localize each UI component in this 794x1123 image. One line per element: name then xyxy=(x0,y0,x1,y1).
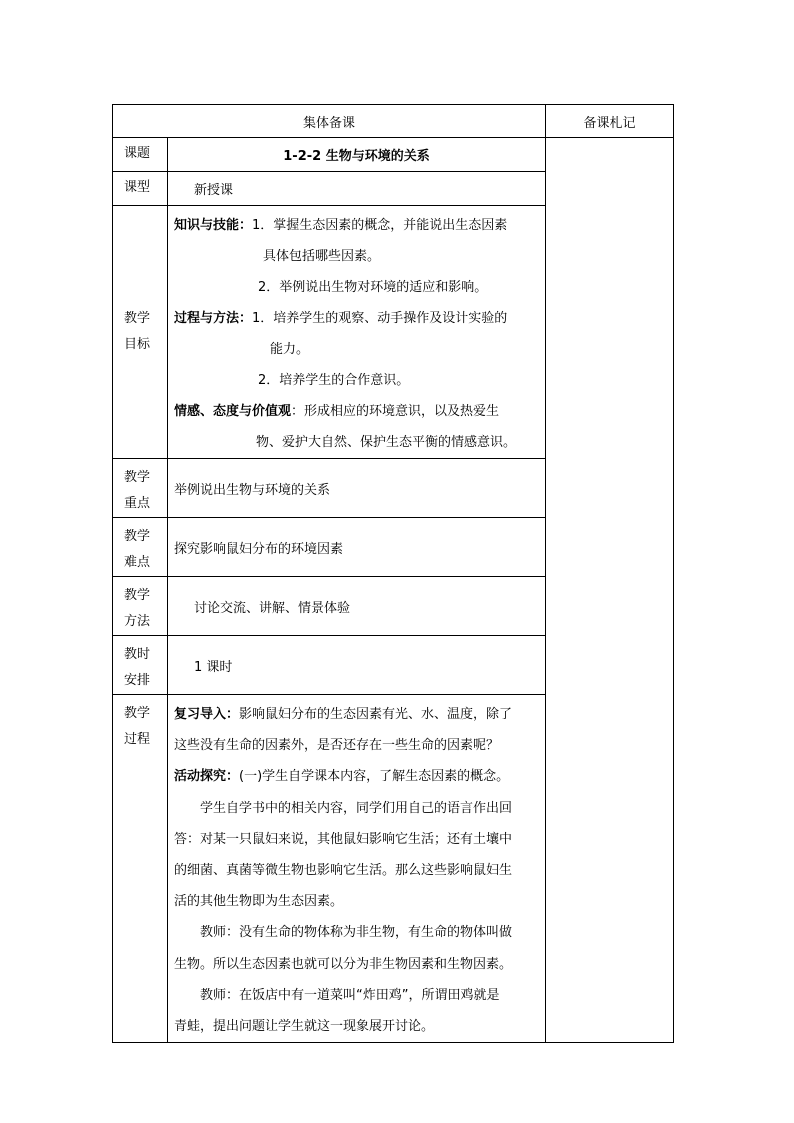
method-label xyxy=(113,577,168,636)
activity-title: 活动探究： xyxy=(174,769,240,785)
p1-b: 答：对某一只鼠妇来说，其他鼠妇影响它生活；还有土壤中 xyxy=(174,831,513,847)
lesson-plan-table xyxy=(112,104,674,1043)
method-value: 讨论交流、讲解、情景体验 xyxy=(168,577,546,636)
difficulty-value: 探究影响鼠妇分布的环境因素 xyxy=(168,518,546,577)
notes-header: 备课札记 xyxy=(546,105,674,138)
type-value: 新授课 xyxy=(168,172,546,206)
key-label-1: 教学 xyxy=(124,470,151,485)
p2-a: 教师：没有生命的物体称为非生物，有生命的物体叫做 xyxy=(200,925,513,941)
process-title: 过程与方法： xyxy=(174,311,253,326)
p2-b: 生物。所以生态因素也就可以分为非生物因素和生物因素。 xyxy=(174,956,513,972)
knowledge-1a: 1．掌握生态因素的概念，并能说出生态因素 xyxy=(252,218,508,233)
emotion-b: 物、爱护大自然、保护生态平衡的情感意识。 xyxy=(256,435,517,450)
p3-a: 教师：在饭店中有一道菜叫“炸田鸡”，所谓田鸡就是 xyxy=(200,987,500,1003)
goals-label-1: 教学 xyxy=(124,311,151,326)
process-2: 2．培养学生的合作意识。 xyxy=(258,373,410,388)
review-title: 复习导入： xyxy=(174,707,240,722)
goals-label-2: 目标 xyxy=(124,337,151,352)
process-1a: 1．培养学生的观察、动手操作及设计实验的 xyxy=(252,311,508,326)
difficulty-label xyxy=(113,518,168,577)
emotion-title: 情感、态度与价值观 xyxy=(174,404,292,419)
type-label: 课型 xyxy=(113,172,168,206)
difficulty-label-1: 教学 xyxy=(124,529,151,544)
key-label-2: 重点 xyxy=(124,496,151,511)
method-label-2: 方法 xyxy=(124,614,151,629)
p1-a: 学生自学书中的相关内容，同学们用自己的语言作出回 xyxy=(200,800,513,816)
topic-label: 课题 xyxy=(113,138,168,172)
schedule-value: 1 课时 xyxy=(168,636,546,695)
process-1b: 能力。 xyxy=(270,342,310,357)
emotion-a: ：形成相应的环境意识，以及热爱生 xyxy=(291,404,500,419)
schedule-label-1: 教时 xyxy=(124,647,151,662)
method-label-1: 教学 xyxy=(124,588,151,603)
review-a: 影响鼠妇分布的生态因素有光、水、温度，除了 xyxy=(239,707,513,722)
key-label xyxy=(113,459,168,518)
process-label xyxy=(113,695,168,1043)
key-value: 举例说出生物与环境的关系 xyxy=(168,459,546,518)
p1-c: 的细菌、真菌等微生物也影响它生活。那么这些影响鼠妇生 xyxy=(174,862,513,878)
review-b: 这些没有生命的因素外，是否还存在一些生命的因素呢？ xyxy=(174,738,500,754)
p3-b: 青蛙，提出问题让学生就这一现象展开讨论。 xyxy=(174,1018,435,1034)
knowledge-1b: 具体包括哪些因素。 xyxy=(263,249,381,264)
p1-d: 活的其他生物即为生态因素。 xyxy=(174,894,344,910)
knowledge-title: 知识与技能： xyxy=(174,218,253,233)
header-row xyxy=(113,105,674,138)
difficulty-label-2: 难点 xyxy=(124,555,151,570)
activity-a: (一)学生自学课本内容，了解生态因素的概念。 xyxy=(239,769,510,785)
notes-column xyxy=(546,138,674,1043)
topic-value: 1-2-2 生物与环境的关系 xyxy=(168,138,546,172)
goals-content xyxy=(168,206,546,459)
knowledge-2: 2．举例说出生物对环境的适应和影响。 xyxy=(258,280,488,295)
goals-label xyxy=(113,206,168,459)
process-content xyxy=(168,695,546,1043)
schedule-label-2: 安排 xyxy=(124,673,151,688)
process-label-1: 教学 xyxy=(124,706,151,721)
process-label-2: 过程 xyxy=(124,732,151,747)
topic-row xyxy=(113,138,674,172)
main-header: 集体备课 xyxy=(113,105,546,138)
schedule-label xyxy=(113,636,168,695)
